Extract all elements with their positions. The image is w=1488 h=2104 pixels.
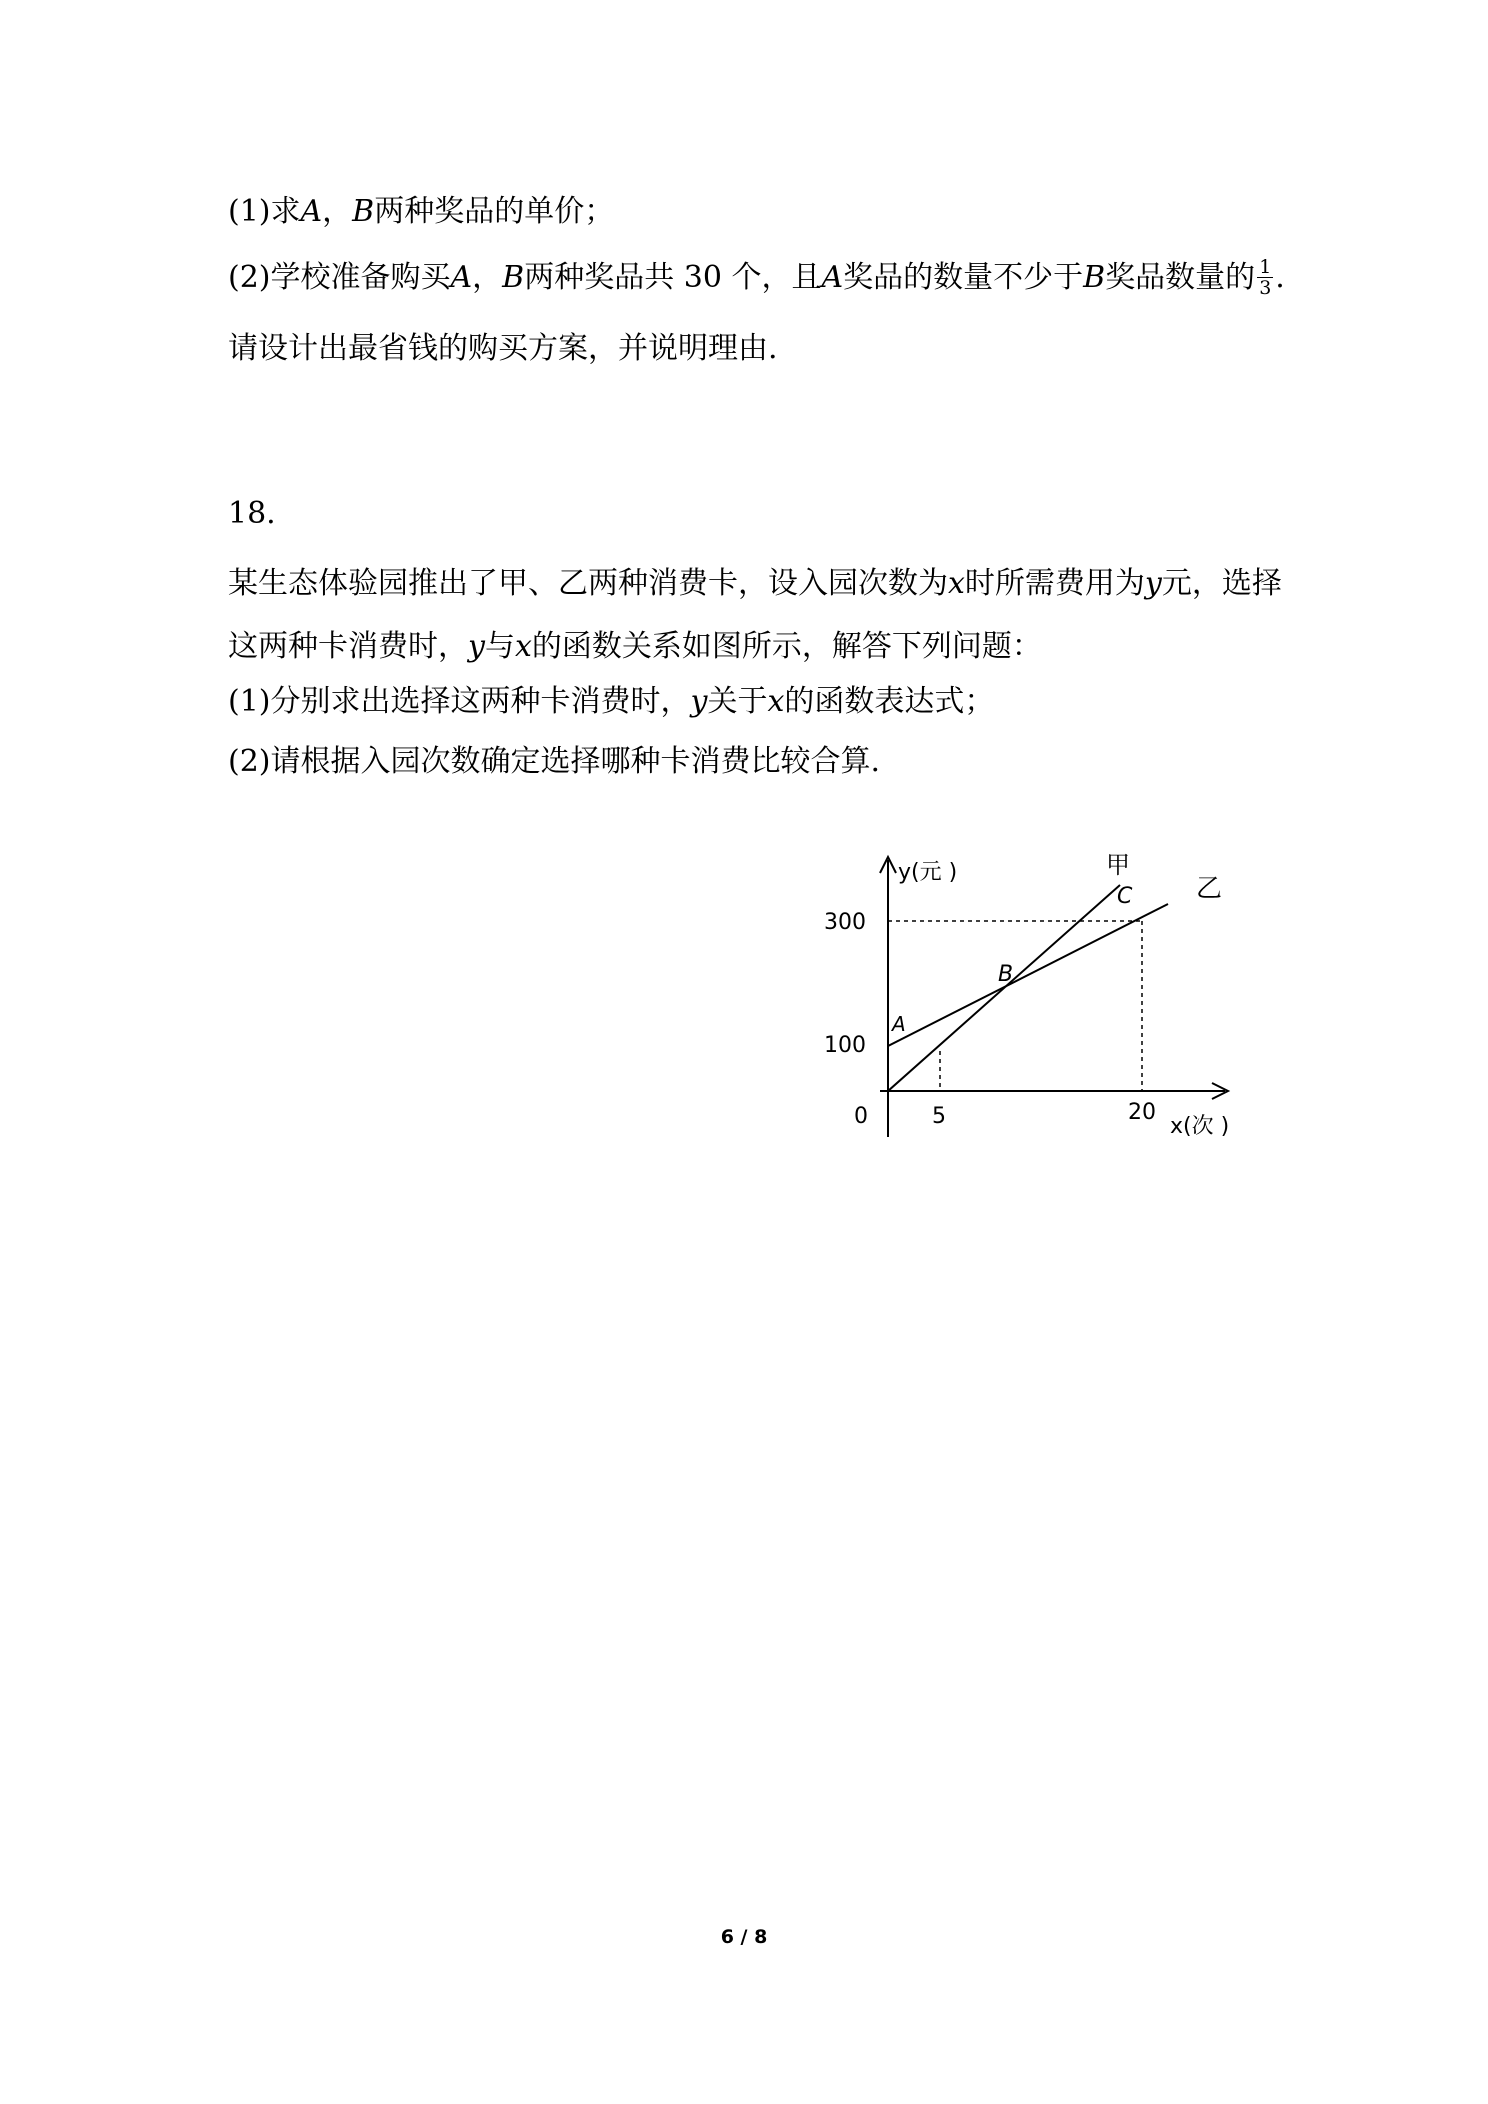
q17-part2-line2: 请设计出最省钱的购买方案，并说明理由. xyxy=(228,331,778,366)
line-yi xyxy=(888,904,1168,1046)
line-yi-label: 乙 xyxy=(1196,874,1223,904)
point-c-label: C xyxy=(1117,884,1133,909)
y-tick-300: 300 xyxy=(824,910,866,935)
q18-stem-line2: 这两种卡消费时，y与x的函数关系如图所示，解答下列问题： xyxy=(228,629,1042,664)
function-graph xyxy=(820,845,1280,1145)
q17-part1: (1)求A，B两种奖品的单价； xyxy=(228,194,615,229)
y-axis-label: y(元 ) xyxy=(898,860,958,885)
q17-part2: (2)学校准备购买A，B两种奖品共 30 个，且A奖品的数量不少于B奖品数量的 $\frac{1}{3}$ . xyxy=(228,255,1285,299)
x-tick-5: 5 xyxy=(932,1104,946,1129)
x-tick-20: 20 xyxy=(1128,1100,1156,1125)
point-b-label: B xyxy=(998,962,1014,987)
page-number: 6 / 8 xyxy=(720,1926,768,1948)
x-axis-label: x(次 ) xyxy=(1170,1114,1230,1139)
q18-part2: (2)请根据入园次数确定选择哪种卡消费比较合算. xyxy=(228,744,881,779)
q18-number: 18. xyxy=(228,496,276,531)
q18-part1: (1)分别求出选择这两种卡消费时，y关于x的函数表达式； xyxy=(228,684,995,719)
origin-label: 0 xyxy=(854,1104,868,1129)
q18-stem-line1: 某生态体验园推出了甲、乙两种消费卡，设入园次数为x时所需费用为y元，选择 xyxy=(228,566,1282,601)
y-tick-100: 100 xyxy=(824,1033,866,1058)
fraction-one-third: $\frac{1}{3}$ xyxy=(1259,255,1272,299)
point-a-label: A xyxy=(892,1012,906,1036)
line-jia-label: 甲 xyxy=(1106,851,1130,879)
